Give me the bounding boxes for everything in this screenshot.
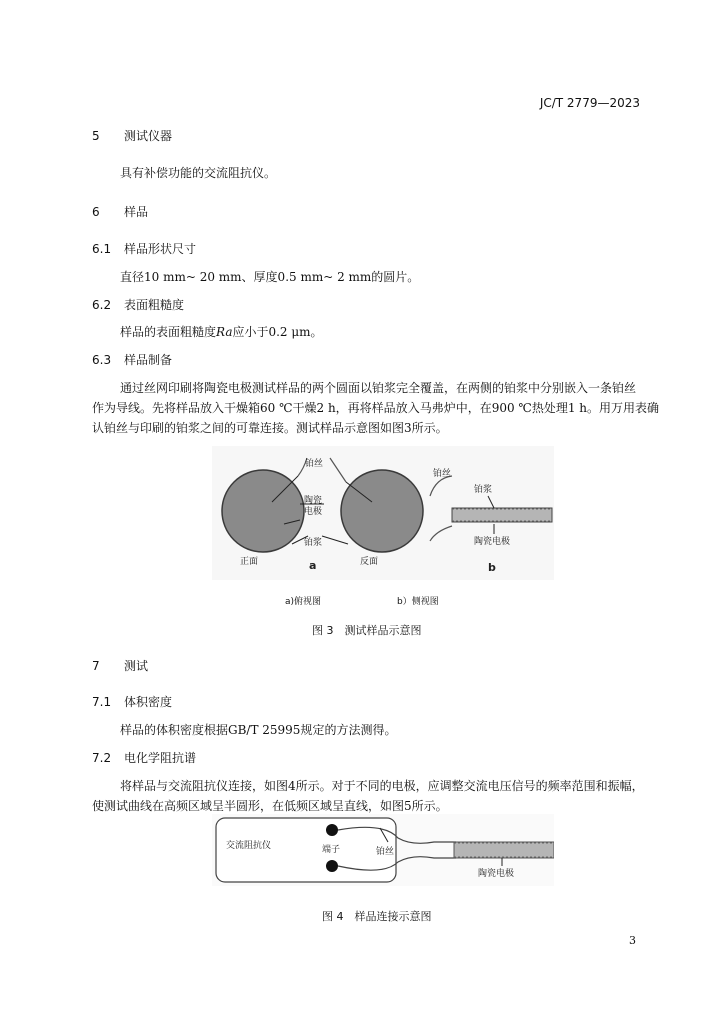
section-5-heading bbox=[92, 127, 172, 144]
section-title: 体积密度 bbox=[124, 695, 173, 709]
section-title: 测试 bbox=[124, 659, 149, 673]
section-title: 测试仪器 bbox=[124, 129, 173, 143]
section-number: 6.3 bbox=[92, 353, 112, 367]
label-part-a: a bbox=[309, 559, 317, 572]
section-number: 7.1 bbox=[92, 695, 112, 709]
label-front: 正面 bbox=[240, 557, 259, 567]
section-6-2-heading bbox=[92, 296, 184, 313]
paragraph-line: 作为导线。先将样品放入干燥箱60 ℃干燥2 h，再将样品放入马弗炉中，在900 ℃热处理1 h。用万用表确 bbox=[92, 401, 660, 415]
section-title: 电化学阻抗谱 bbox=[124, 751, 197, 765]
section-6-2-text bbox=[120, 323, 323, 340]
terminal-lower bbox=[326, 860, 338, 872]
label-platinum-paste: 铂浆 bbox=[304, 538, 323, 548]
section-7-1-heading bbox=[92, 693, 172, 710]
label-platinum-wire: 铂丝 bbox=[305, 459, 324, 469]
figure-4-caption: 图 4 样品连接示意图 bbox=[322, 910, 432, 923]
label-ceramic-electrode-b: 陶瓷电极 bbox=[474, 537, 511, 547]
label-electrode: 电极 bbox=[304, 507, 323, 517]
paragraph-line: 通过丝网印刷将陶瓷电极测试样品的两个圆面以铂浆完全覆盖，在两侧的铂浆中分别嵌入一条铂丝 bbox=[120, 381, 637, 395]
section-title: 表面粗糙度 bbox=[124, 298, 185, 312]
label-platinum-wire-b: 铂丝 bbox=[433, 469, 452, 479]
label-platinum-wire: 铂丝 bbox=[376, 847, 395, 857]
section-7-2-heading bbox=[92, 749, 196, 766]
section-number: 6.1 bbox=[92, 242, 112, 256]
section-7-heading bbox=[92, 657, 148, 674]
section-title: 样品制备 bbox=[124, 353, 173, 367]
section-6-heading bbox=[92, 203, 148, 220]
section-number: 6 bbox=[92, 205, 100, 219]
figure-3-caption: 图 3 测试样品示意图 bbox=[312, 624, 422, 637]
text-part: 样品的表面粗糙度 bbox=[120, 325, 217, 339]
paragraph-line: 将样品与交流阻抗仪连接，如图4所示。对于不同的电极，应调整交流电压信号的频率范围和振幅， bbox=[120, 779, 644, 793]
paragraph-line: 认铂丝与印刷的铂浆之间的可靠连接。测试样品示意图如图3所示。 bbox=[92, 421, 448, 435]
page-number: 3 bbox=[629, 934, 636, 947]
section-number: 7 bbox=[92, 659, 100, 673]
terminal-upper bbox=[326, 824, 338, 836]
section-6-3-heading bbox=[92, 351, 172, 368]
section-6-1-heading bbox=[92, 240, 196, 257]
paragraph-line: 使测试曲线在高频区域呈半圆形，在低频区域呈直线，如图5所示。 bbox=[92, 799, 448, 813]
label-impedance-analyzer: 交流阻抗仪 bbox=[226, 841, 272, 851]
label-back: 反面 bbox=[360, 557, 379, 567]
figure-4-drawing bbox=[212, 814, 554, 886]
section-number: 5 bbox=[92, 129, 100, 143]
figure-3-subcaption-a: a)俯视图 bbox=[285, 597, 322, 607]
label-part-b: b bbox=[488, 561, 496, 574]
label-platinum-paste-b: 铂浆 bbox=[474, 485, 493, 495]
ceramic-electrode-plate bbox=[454, 842, 554, 858]
label-ceramic: 陶瓷 bbox=[304, 496, 323, 506]
figure-3-subcaption-b: b）侧视图 bbox=[397, 597, 439, 607]
figure-3-drawing bbox=[212, 446, 554, 580]
standard-code: JC/T 2779—2023 bbox=[539, 96, 640, 110]
ceramic-plate-cross-section bbox=[452, 508, 552, 522]
section-5-text: 具有补偿功能的交流阻抗仪。 bbox=[120, 166, 277, 180]
section-6-1-text: 直径10 mm~ 20 mm、厚度0.5 mm~ 2 mm的圆片。 bbox=[120, 270, 420, 284]
text-part: 应小于0.2 μm。 bbox=[232, 325, 323, 339]
label-terminal: 端子 bbox=[322, 845, 341, 855]
label-ceramic-electrode: 陶瓷电极 bbox=[478, 869, 515, 879]
back-disk bbox=[341, 470, 423, 552]
section-title: 样品形状尺寸 bbox=[124, 242, 197, 256]
section-number: 7.2 bbox=[92, 751, 112, 765]
section-title: 样品 bbox=[124, 205, 149, 219]
section-7-1-text: 样品的体积密度根据GB/T 25995规定的方法测得。 bbox=[120, 723, 397, 737]
section-number: 6.2 bbox=[92, 298, 112, 312]
roughness-symbol: Ra bbox=[216, 325, 233, 339]
